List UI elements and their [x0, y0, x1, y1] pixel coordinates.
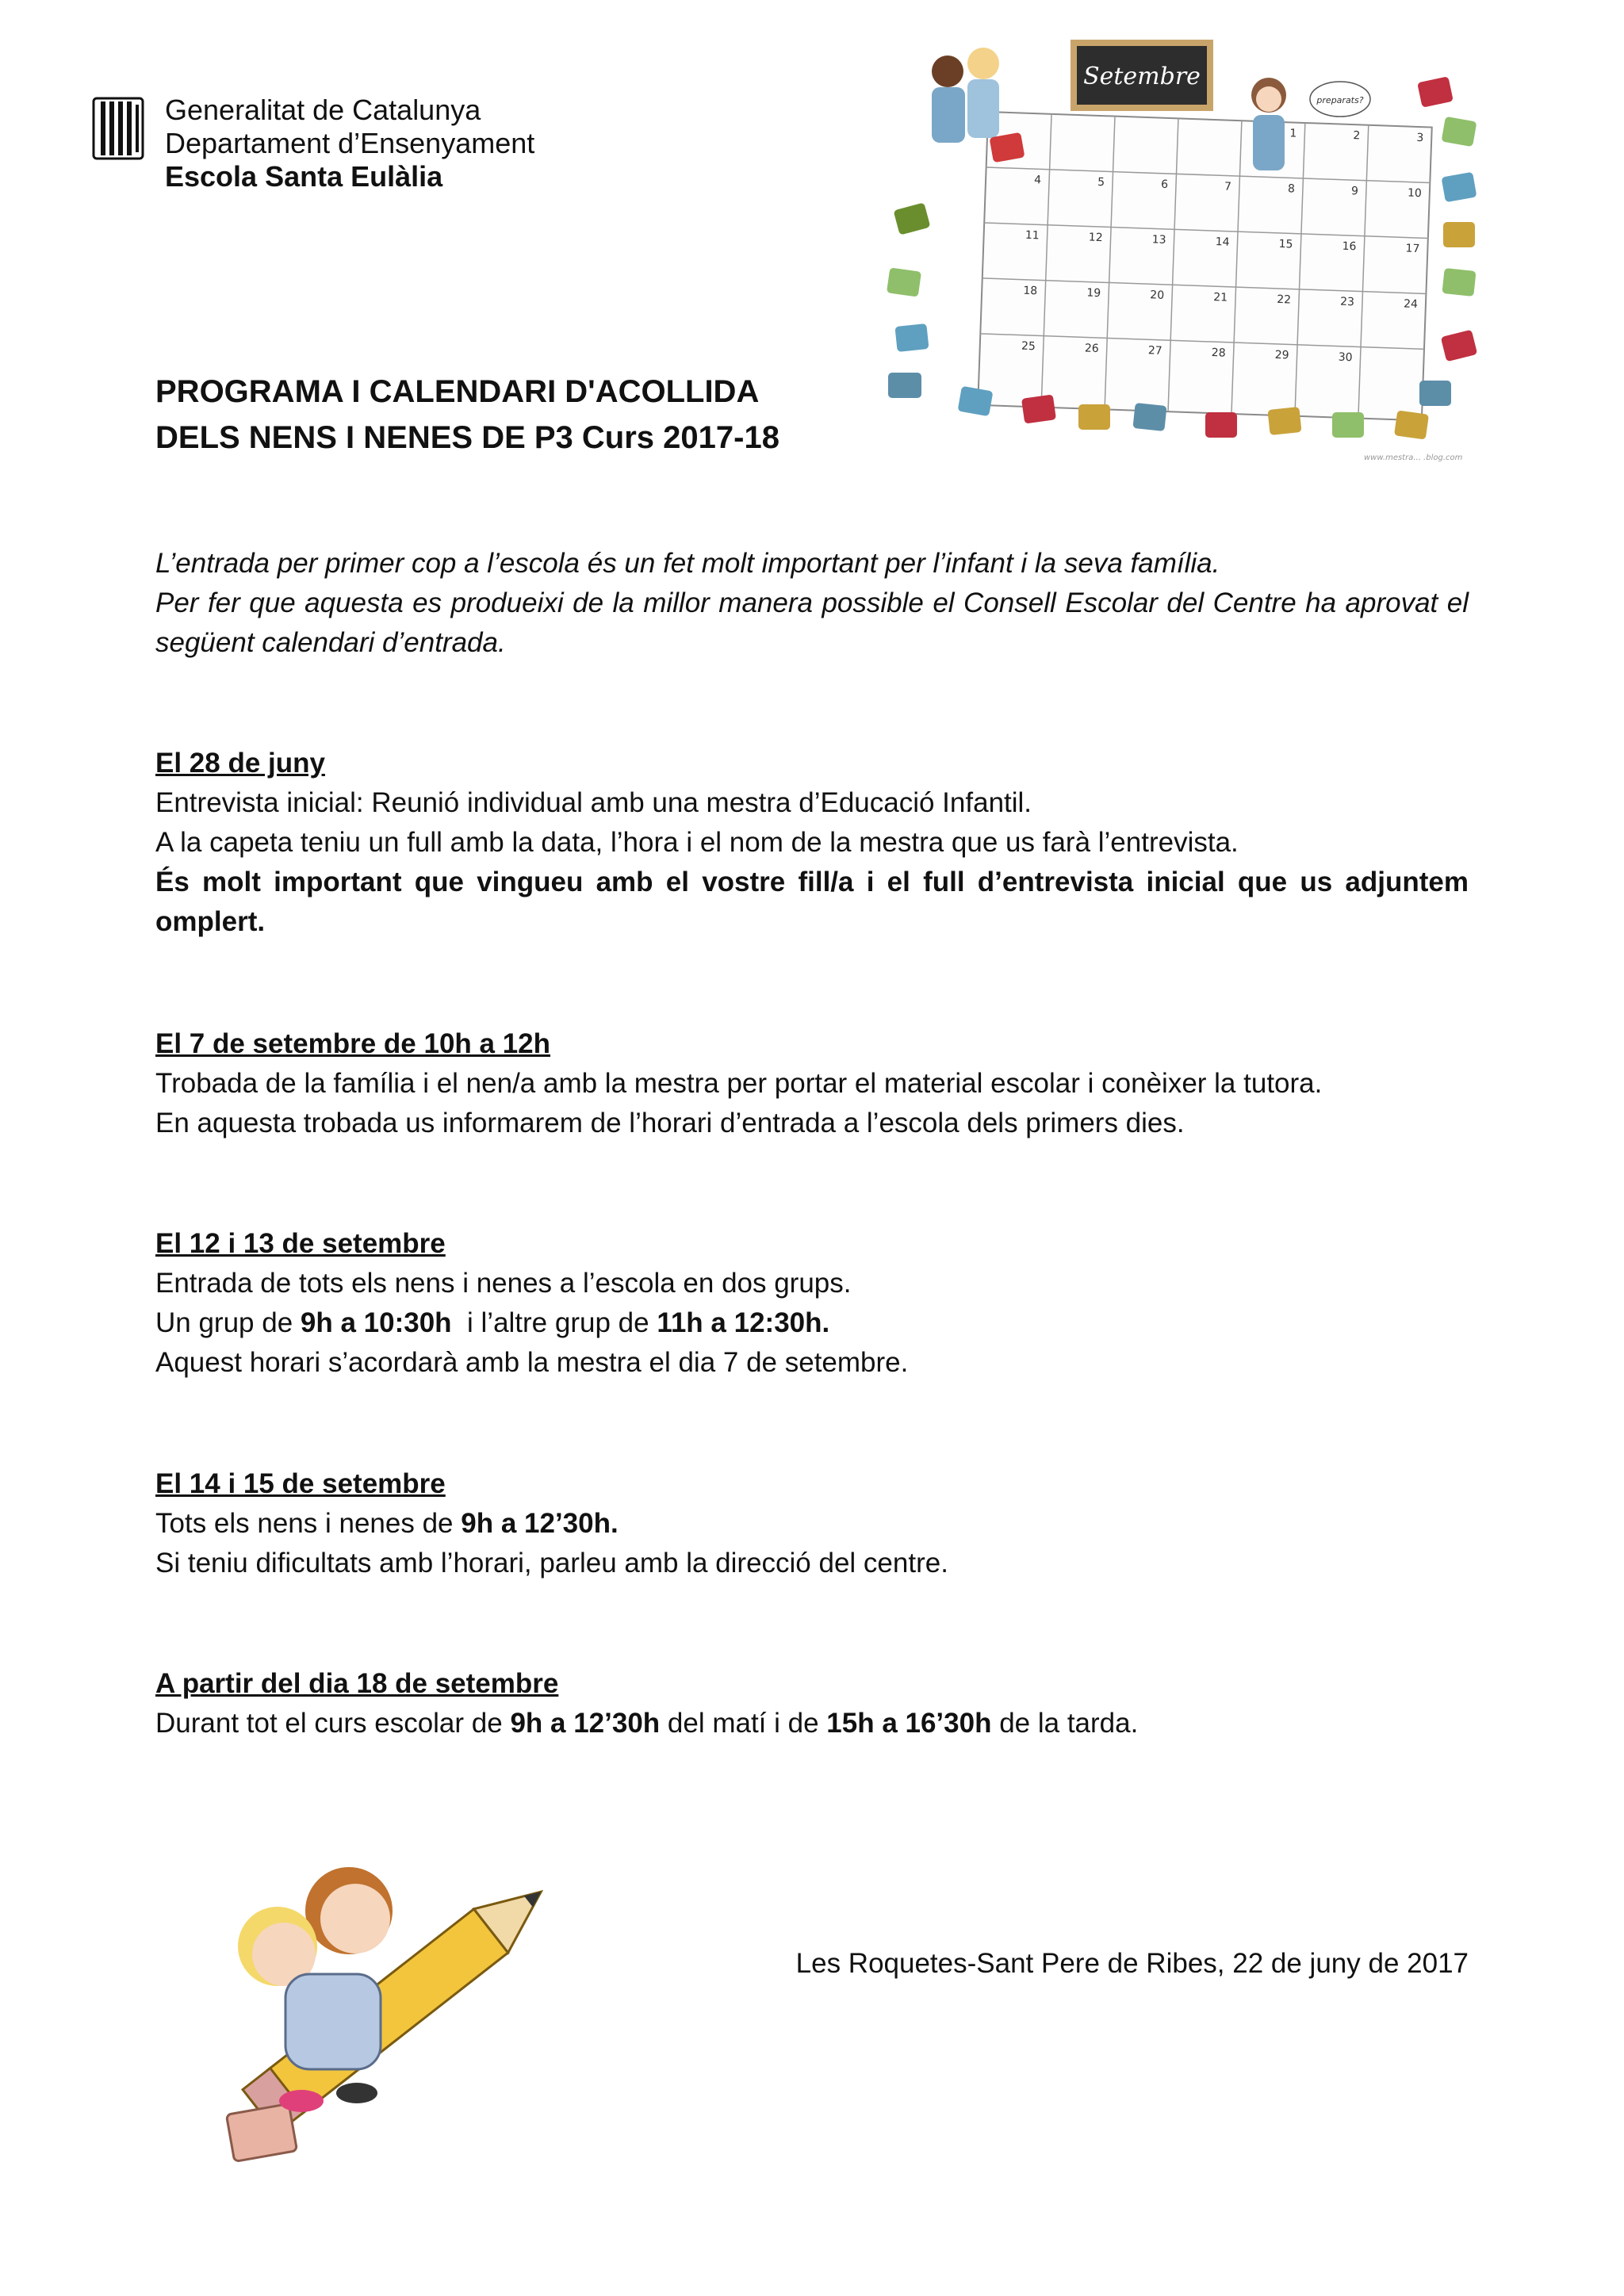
calendar-day-number: 24	[1403, 297, 1419, 312]
calendar-day-number: 18	[1023, 284, 1038, 298]
time-range: 11h a 12:30h.	[657, 1307, 830, 1338]
calendar-day-number: 26	[1084, 342, 1100, 356]
section-title: El 7 de setembre de 10h a 12h	[155, 1028, 551, 1059]
calendar-day-number: 11	[1025, 228, 1040, 243]
section-18-setembre	[155, 1664, 1469, 1743]
calendar-day-number: 10	[1407, 186, 1423, 201]
calendar-day-number: 28	[1211, 346, 1226, 360]
section-title: El 28 de juny	[155, 748, 325, 779]
header-department: Departament d’Ensenyament	[165, 127, 535, 159]
speech-bubble-text: preparats?	[1316, 95, 1364, 105]
calendar-day-number: 4	[1033, 174, 1042, 187]
calendar-day-number: 29	[1274, 348, 1289, 362]
text-segment: de la tarda.	[991, 1708, 1139, 1739]
page-title-line-2: DELS NENS I NENES DE P3 Curs 2017-18	[155, 420, 779, 455]
intro-line-1: L’entrada per primer cop a l’escola és un fet molt important per l’infant i la seva família.	[155, 548, 1220, 579]
section-line: Entrevista inicial: Reunió individual amb una mestra d’Educació Infantil.	[155, 787, 1032, 818]
page-title-line-1: PROGRAMA I CALENDARI D'ACOLLIDA	[155, 374, 760, 409]
calendar-day-number: 13	[1151, 233, 1166, 247]
text-segment: Un grup de	[155, 1307, 301, 1338]
text-segment: Durant tot el curs escolar de	[155, 1708, 511, 1739]
kids-on-pencil-illustration	[167, 1800, 611, 2180]
intro-paragraph	[155, 544, 1469, 663]
calendar-day-number: 7	[1224, 180, 1232, 193]
section-line: Trobada de la família i el nen/a amb la mestra per portar el material escolar i conèixer la tutora.	[155, 1068, 1323, 1099]
header-school: Escola Santa Eulàlia	[165, 160, 443, 193]
section-important-note: És molt important que vingueu amb el vostre fill/a i el full d’entrevista inicial que us adjuntem omplert.	[155, 867, 1469, 937]
text-segment: del matí i de	[660, 1708, 827, 1739]
section-28-juny	[155, 744, 1469, 942]
section-line	[155, 1504, 1469, 1544]
section-title: El 14 i 15 de setembre	[155, 1468, 446, 1499]
intro-line-2: Per fer que aquesta es produeixi de la millor manera possible el Consell Escolar del Centre ha aprovat el següent calendari d’entrada.	[155, 587, 1469, 658]
chalkboard	[1071, 40, 1213, 111]
section-line	[155, 1303, 1469, 1343]
calendar-day-number: 22	[1276, 293, 1292, 307]
section-12-13-setembre	[155, 1224, 1469, 1383]
section-line: En aquesta trobada us informarem de l’horari d’entrada a l’escola dels primers dies.	[155, 1108, 1185, 1138]
calendar-day-number: 12	[1088, 231, 1103, 245]
signature-place-date: Les Roquetes-Sant Pere de Ribes, 22 de juny de 2017	[795, 1948, 1469, 1979]
chalkboard-month: Setembre	[1083, 63, 1201, 90]
illustration-credit: www.mestra... .blog.com	[1364, 453, 1463, 462]
time-range: 9h a 12’30h.	[461, 1508, 619, 1539]
generalitat-logo-icon	[92, 97, 144, 160]
header-institution: Generalitat de Catalunya	[165, 94, 481, 126]
section-title: El 12 i 13 de setembre	[155, 1228, 446, 1259]
section-line: Entrada de tots els nens i nenes a l’escola en dos grups.	[155, 1268, 852, 1299]
calendar-day-number: 17	[1405, 242, 1420, 256]
calendar-day-number: 27	[1147, 344, 1162, 358]
section-title: A partir del dia 18 de setembre	[155, 1668, 559, 1699]
calendar-day-number: 5	[1097, 175, 1105, 189]
calendar-day-number: 30	[1338, 350, 1353, 365]
calendar-day-number: 15	[1278, 237, 1293, 251]
calendar-day-number: 19	[1086, 286, 1101, 300]
calendar-day-number: 23	[1339, 295, 1355, 309]
calendar-illustration	[872, 16, 1483, 468]
calendar-day-number: 25	[1021, 339, 1036, 354]
section-14-15-setembre	[155, 1464, 1469, 1583]
calendar-day-number: 6	[1160, 178, 1169, 192]
calendar-day-number: 3	[1416, 131, 1424, 145]
calendar-day-number: 14	[1215, 235, 1230, 249]
calendar-day-number: 20	[1150, 289, 1165, 302]
calendar-day-number: 21	[1212, 291, 1228, 304]
calendar-grid	[978, 112, 1432, 420]
section-line: A la capeta teniu un full amb la data, l’hora i el nom de la mestra que us farà l’entrevista.	[155, 827, 1239, 858]
calendar-day-number: 16	[1342, 239, 1357, 254]
calendar-day-number: 2	[1353, 129, 1361, 143]
section-7-setembre	[155, 1024, 1469, 1143]
calendar-day-number: 1	[1289, 127, 1297, 140]
time-range: 15h a 16’30h	[826, 1708, 992, 1739]
time-range: 9h a 12’30h	[510, 1708, 661, 1739]
time-range: 9h a 10:30h	[300, 1307, 452, 1338]
section-line: Si teniu dificultats amb l’horari, parleu amb la direcció del centre.	[155, 1548, 948, 1578]
section-line: Aquest horari s’acordarà amb la mestra el dia 7 de setembre.	[155, 1347, 909, 1378]
calendar-day-number: 9	[1350, 185, 1359, 198]
text-segment: i l’altre grup de	[451, 1307, 657, 1338]
section-line	[155, 1704, 1469, 1743]
calendar-day-number: 8	[1287, 182, 1296, 196]
text-segment: Tots els nens i nenes de	[155, 1508, 462, 1539]
